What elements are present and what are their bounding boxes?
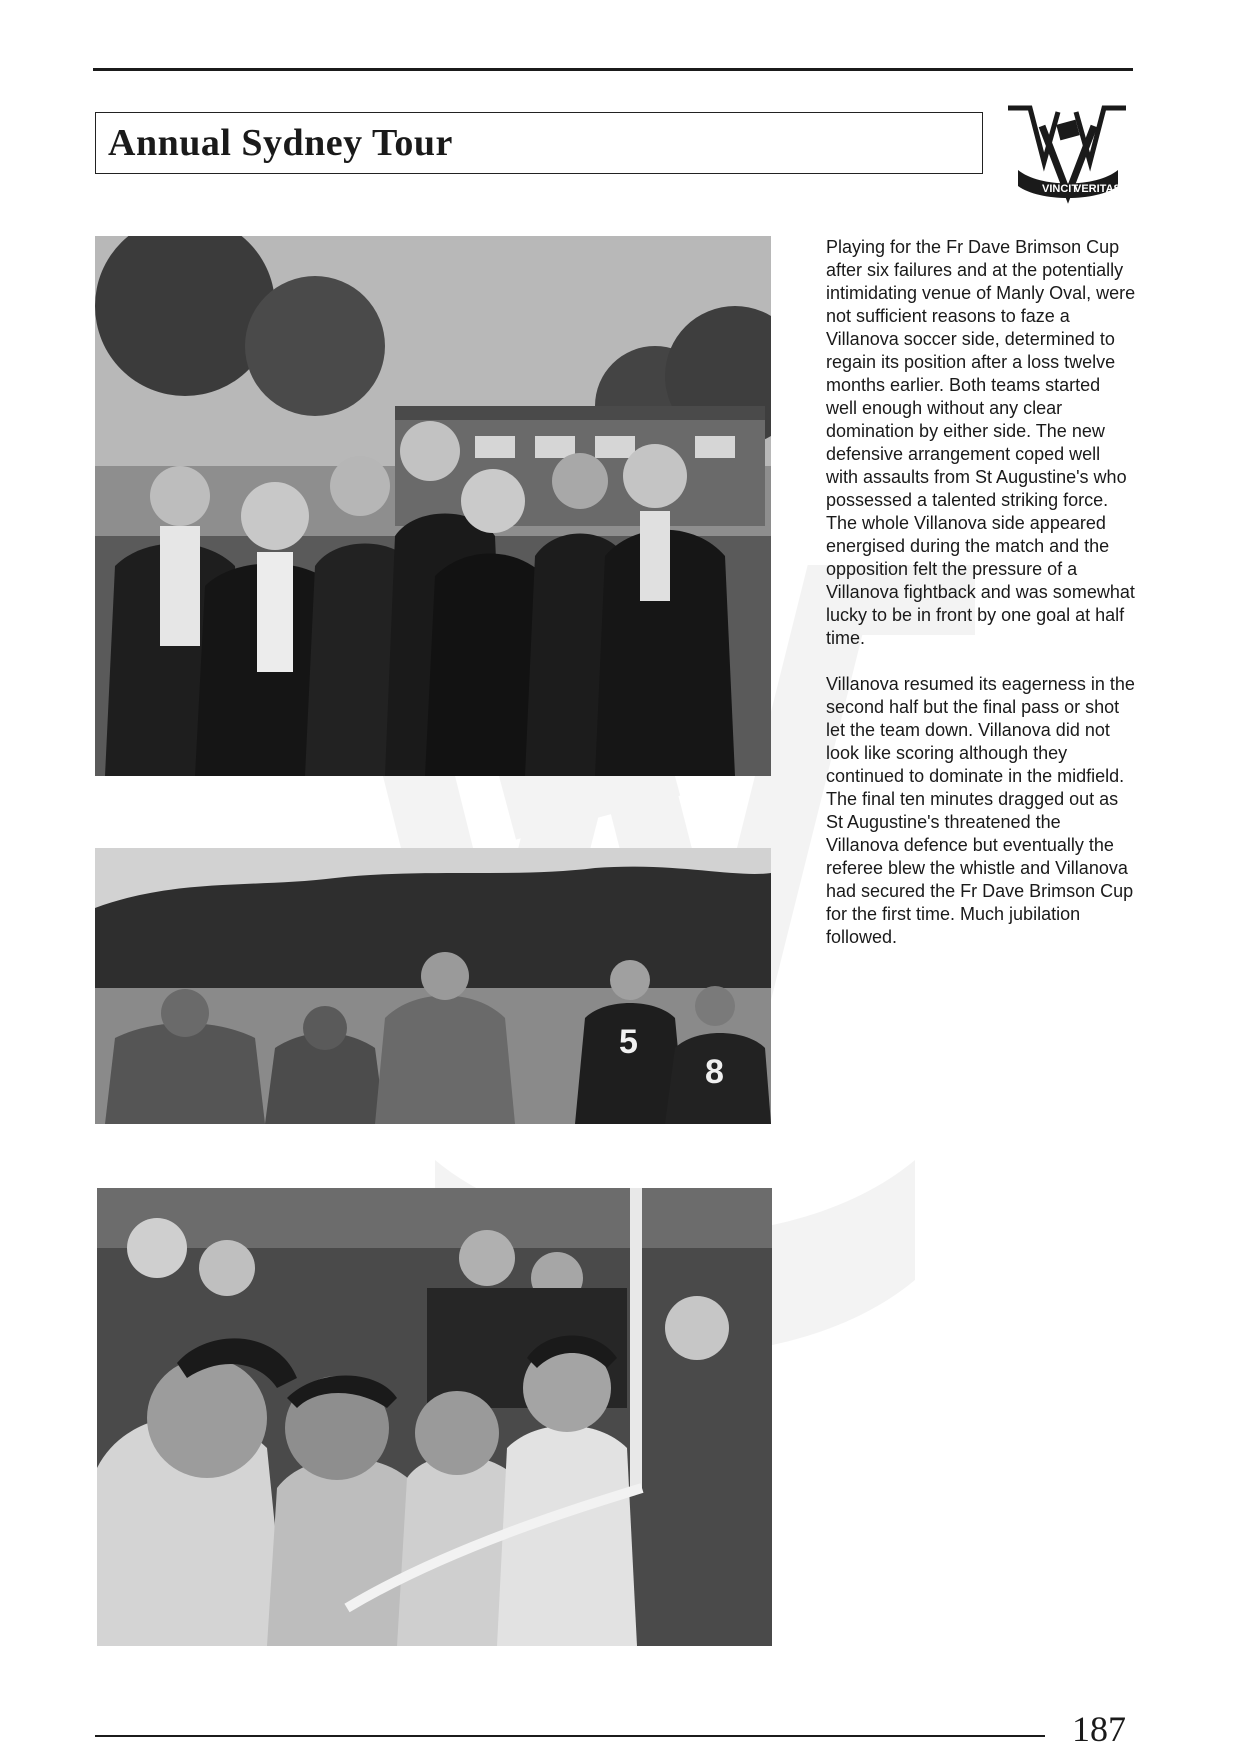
crest-motto-right: VERITAS <box>1074 183 1121 195</box>
title-box <box>95 112 983 174</box>
article-body <box>826 236 1136 972</box>
article-paragraph: Playing for the Fr Dave Brimson Cup after six failures and at the potentially intimidating venue of Manly Oval, were not sufficient reasons to faze a Villanova soccer side, determined to regain its position after a loss twelve months earlier. Both teams started well enough without any clear domination by either side. The new defensive arrangement coped well with assaults from St Augustine's who possessed a talented striking force. The whole Villanova side appeared energised during the match and the opposition felt the pressure of a Villanova fightback and was somewhat lucky to be in front by one goal at half time. <box>826 237 1136 648</box>
top-rule <box>93 68 1133 71</box>
jersey-number-5: 5 <box>619 1023 638 1061</box>
school-crest-icon <box>1000 102 1136 206</box>
article-paragraph: Villanova resumed its eagerness in the second half but the final pass or shot let the team down. Villanova did not look like scoring although they continued to dominate in the midfield. The final ten minutes dragged out as St Augustine's threatened the Villanova defence but eventually the referee blew the whistle and Villanova had secured the Fr Dave Brimson Cup for the first time. Much jubilation followed. <box>826 674 1135 947</box>
spectators-photo <box>97 1188 772 1646</box>
team-group-photo <box>95 236 771 776</box>
crest-motto-left: VINCIT <box>1042 183 1079 195</box>
page-title: Annual Sydney Tour <box>108 122 453 164</box>
jersey-number-8: 8 <box>705 1053 724 1091</box>
rugby-match-photo <box>95 848 771 1124</box>
page-number: 187 <box>1072 1709 1126 1749</box>
bottom-rule <box>95 1735 1045 1737</box>
